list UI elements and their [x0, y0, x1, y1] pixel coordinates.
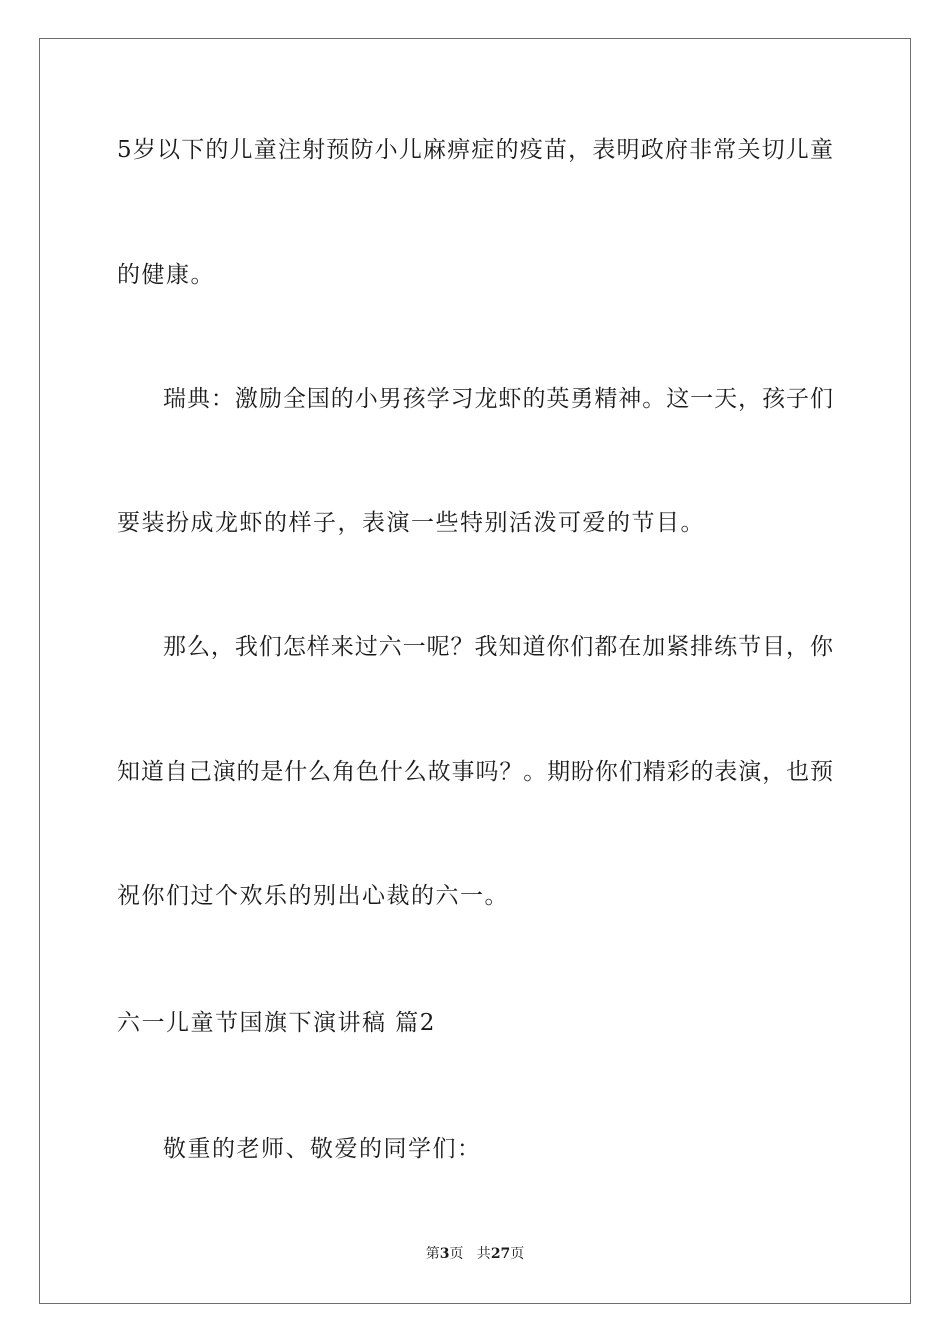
footer-suffix: 页: [510, 1246, 525, 1262]
page-border: [39, 38, 911, 1304]
paragraph-line-5: 那么，我们怎样来过六一呢？我知道你们都在加紧排练节目，你: [163, 634, 833, 660]
paragraph-line-6: 知道自己演的是什么角色什么故事吗？。期盼你们精彩的表演，也预: [117, 759, 833, 785]
footer-total-pages: 27: [490, 1246, 511, 1262]
section-heading: 六一儿童节国旗下演讲稿 篇2: [117, 1010, 436, 1036]
paragraph-line-1: 5岁以下的儿童注射预防小儿麻痹症的疫苗，表明政府非常关切儿童: [117, 137, 833, 163]
salutation-line: 敬重的老师、敬爱的同学们：: [163, 1136, 482, 1162]
footer-current-page: 3: [439, 1246, 450, 1262]
footer-prefix: 第: [425, 1246, 440, 1262]
paragraph-line-4: 要装扮成龙虾的样子，表演一些特别活泼可爱的节目。: [117, 510, 705, 536]
paragraph-line-3: 瑞典：激励全国的小男孩学习龙虾的英勇精神。这一天，孩子们: [163, 386, 833, 412]
paragraph-line-2: 的健康。: [117, 262, 215, 288]
page-footer: [0, 1244, 950, 1264]
footer-middle: 页 共: [449, 1246, 491, 1262]
paragraph-line-7: 祝你们过个欢乐的别出心裁的六一。: [117, 883, 509, 909]
